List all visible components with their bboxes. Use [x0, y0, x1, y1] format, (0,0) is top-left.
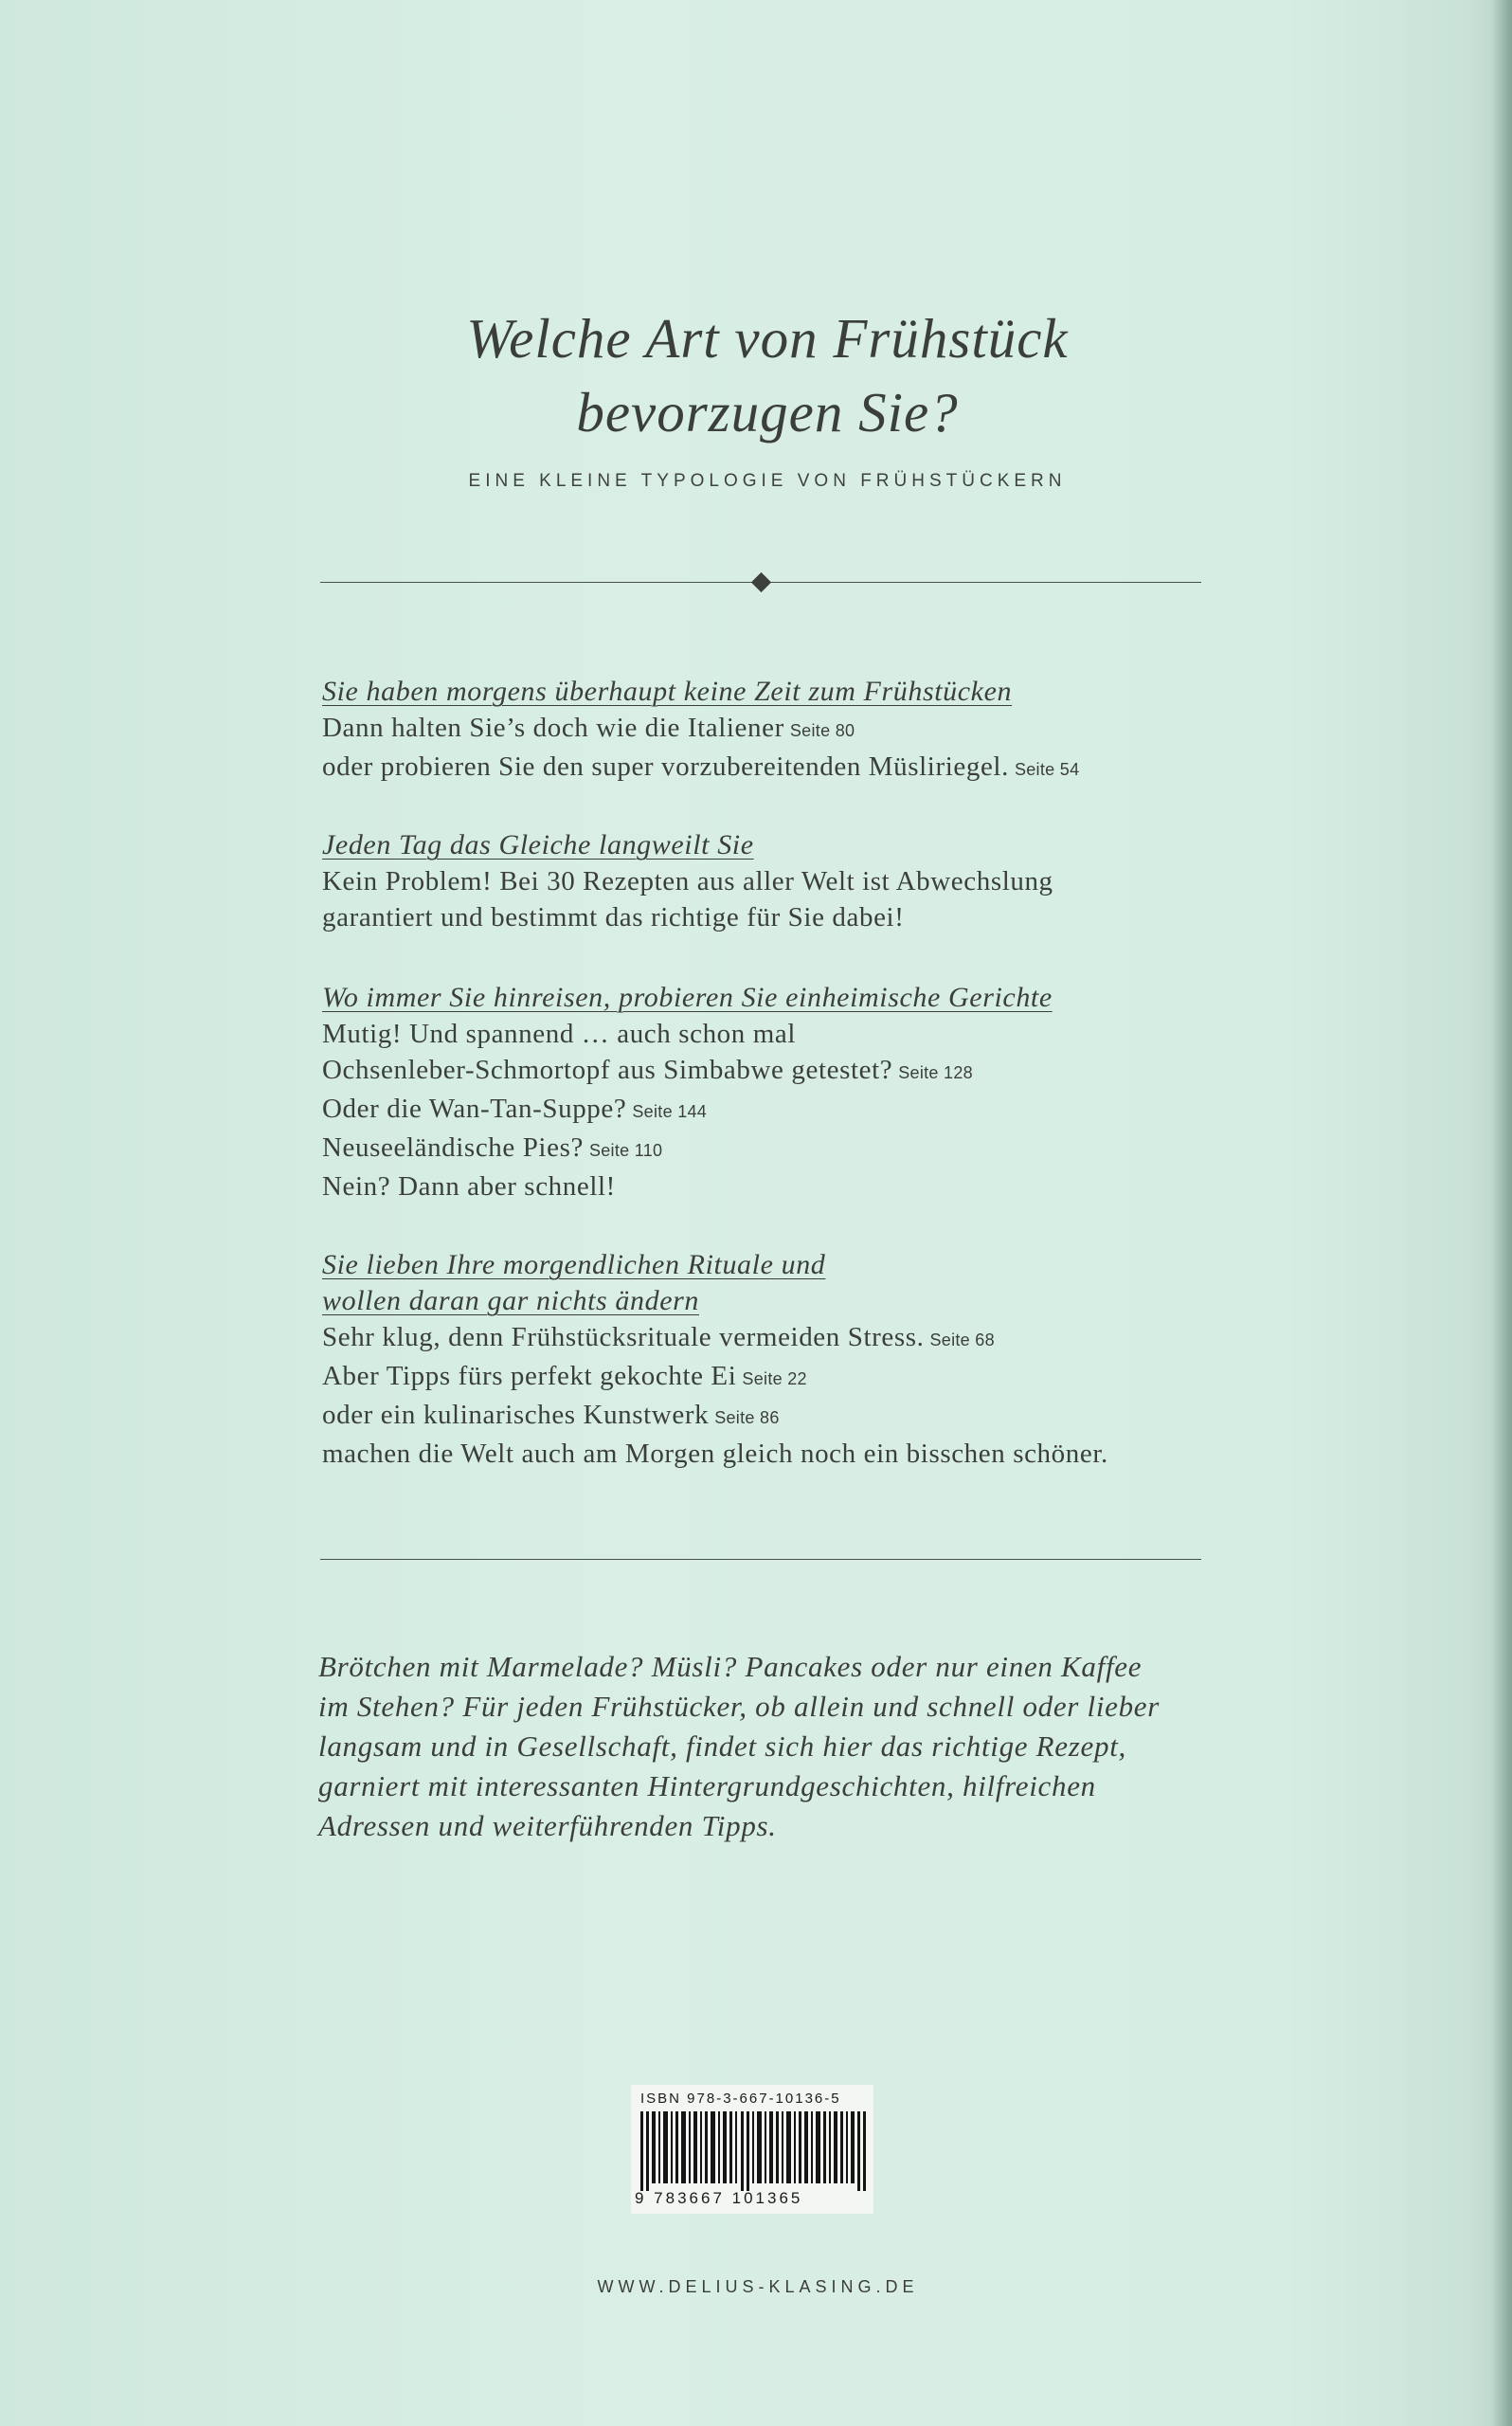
section-line: Neuseeländische Pies? Seite 110 [322, 1132, 663, 1163]
blurb-line: langsam und in Gesellschaft, findet sich hier das richtige Rezept, [318, 1729, 1126, 1763]
section-line: Ochsenleber-Schmortopf aus Simbabwe getestet? Seite 128 [322, 1055, 973, 1085]
section-line: Dann halten Sie’s doch wie die Italiener Seite 80 [322, 713, 855, 743]
section-line: Aber Tipps fürs perfekt gekochte Ei Seite 22 [322, 1361, 807, 1391]
blurb-line: Adressen und weiterführenden Tipps. [318, 1809, 777, 1842]
blurb-line: im Stehen? Für jeden Frühstücker, ob allein und schnell oder lieber [318, 1690, 1161, 1723]
typology-section-2 [322, 827, 1232, 935]
barcode-digits: 9 783667 101365 [635, 2189, 803, 2207]
isbn-barcode [631, 2085, 873, 2214]
page-reference: Seite 110 [588, 1141, 663, 1160]
typology-section-4 [322, 1247, 1232, 1472]
section-line: oder probieren Sie den super vorzubereitenden Müsliriegel. Seite 54 [322, 751, 1080, 782]
page-reference: Seite 22 [742, 1369, 807, 1388]
section-line: Kein Problem! Bei 30 Rezepten aus aller Welt ist Abwechslung [322, 866, 1053, 896]
section-heading: Sie haben morgens überhaupt keine Zeit zum Frühstücken [322, 676, 1013, 707]
blurb-line: garniert mit interessanten Hintergrundgeschichten, hilfreichen [318, 1769, 1096, 1802]
section-line: Oder die Wan-Tan-Suppe? Seite 144 [322, 1094, 708, 1124]
headline-line-1: Welche Art von Frühstück [466, 307, 1069, 370]
section-line: Nein? Dann aber schnell! [322, 1171, 616, 1202]
subheading: EINE KLEINE TYPOLOGIE VON FRÜHSTÜCKERN [468, 471, 1067, 491]
publisher-website: WWW.DELIUS-KLASING.DE [597, 2277, 919, 2296]
isbn-label: ISBN 978-3-667-10136-5 [640, 2091, 841, 2107]
typology-section-3 [322, 980, 1232, 1204]
section-heading: Jeden Tag das Gleiche langweilt Sie [322, 829, 754, 860]
page-reference: Seite 68 [929, 1331, 995, 1349]
headline [322, 301, 1213, 449]
page-reference: Seite 128 [898, 1063, 973, 1082]
typology-section-1 [322, 674, 1232, 788]
barcode-icon [637, 2111, 868, 2191]
section-line: garantiert und bestimmt das richtige für Sie dabei! [322, 902, 905, 932]
section-line: machen die Welt auch am Morgen gleich noch ein bisschen schöner. [322, 1439, 1108, 1469]
section-line: Sehr klug, denn Frühstücksrituale vermeiden Stress. Seite 68 [322, 1322, 995, 1352]
section-line: oder ein kulinarisches Kunstwerk Seite 86 [322, 1400, 780, 1430]
cover-edge-shadow [1491, 0, 1512, 2426]
section-heading: wollen daran gar nichts ändern [322, 1285, 699, 1316]
bottom-divider [320, 1559, 1201, 1560]
section-heading: Wo immer Sie hinreisen, probieren Sie einheimische Gerichte [322, 982, 1053, 1013]
section-line: Mutig! Und spannend … auch schon mal [322, 1019, 797, 1049]
page-reference: Seite 80 [789, 721, 855, 740]
page-reference: Seite 144 [632, 1102, 708, 1121]
blurb-paragraph [318, 1647, 1228, 1846]
section-heading: Sie lieben Ihre morgendlichen Rituale und [322, 1249, 826, 1280]
page-reference: Seite 86 [714, 1408, 780, 1427]
page-reference: Seite 54 [1014, 760, 1080, 779]
headline-line-2: bevorzugen Sie? [576, 381, 959, 444]
blurb-line: Brötchen mit Marmelade? Müsli? Pancakes oder nur einen Kaffee [318, 1650, 1143, 1683]
